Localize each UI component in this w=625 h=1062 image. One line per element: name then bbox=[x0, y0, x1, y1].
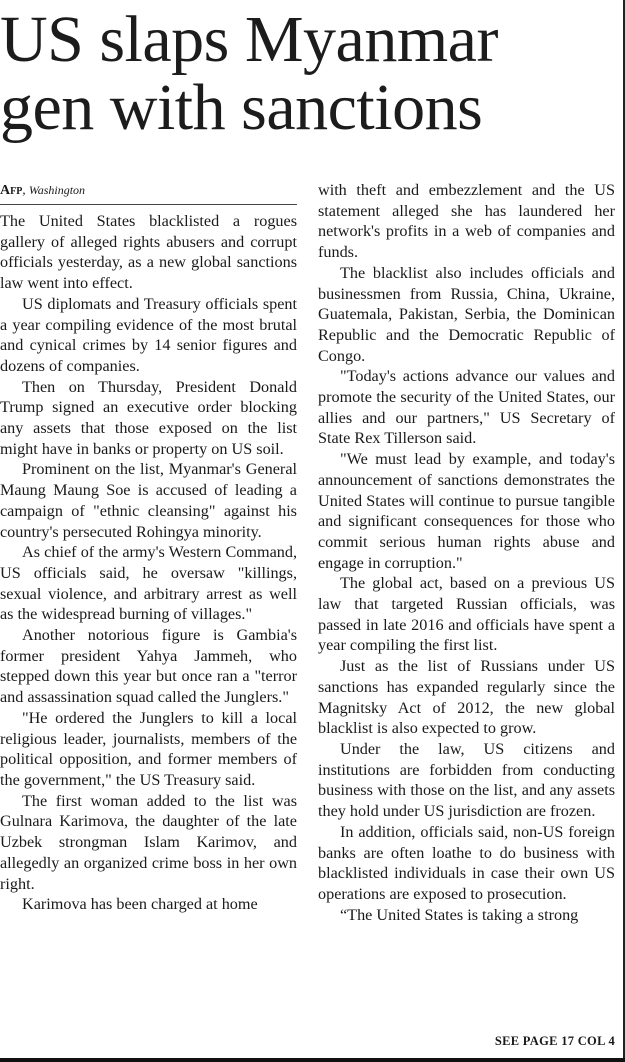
headline bbox=[0, 3, 625, 144]
paragraph: “The United States is taking a strong bbox=[340, 905, 579, 924]
paragraph: Just as the list of Russians under US sanctions has expanded regularly since the Magnitsky Act of 2012, the new global blacklist is also expected to grow. bbox=[318, 657, 615, 738]
headline-line-1: US slaps Myanmar bbox=[0, 3, 498, 76]
headline-line-2: gen with sanctions bbox=[0, 71, 483, 144]
paragraph: "We must lead by example, and today's announcement of sanctions demonstrates the United States will continue to pursue tangible and significant consequences for those who commit serious human rights abuse and engage in corruption." bbox=[318, 450, 615, 572]
page-bottom-border bbox=[0, 1058, 625, 1062]
byline-agency: Afp bbox=[0, 183, 23, 198]
byline-city: Washington bbox=[28, 183, 86, 197]
paragraph: "He ordered the Junglers to kill a local religious leader, journalists, members of the political opposition, and former members of the government," the US Treasury said. bbox=[0, 708, 297, 789]
paragraph: In addition, officials said, non-US foreign banks are often loathe to do business with blacklisted individuals in case their own US operations are exposed to prosecution. bbox=[318, 822, 615, 903]
paragraph: US diplomats and Treasury officials spent a year compiling evidence of the most brutal and cynical crimes by 14 senior figures and dozens of companies. bbox=[0, 294, 297, 375]
paragraph: The global act, based on a previous US law that targeted Russian officials, was passed in late 2016 and officials have spent a year compiling the first list. bbox=[318, 574, 615, 655]
paragraph: Another notorious figure is Gambia's former president Yahya Jammeh, who stepped down this year but once ran a "terror and assassination squad called the Junglers." bbox=[0, 626, 297, 707]
paragraph: As chief of the army's Western Command, US officials said, he oversaw "killings, sexual violence, and arbitrary arrest as well as the widespread burning of villages." bbox=[0, 543, 297, 624]
paragraph-continued: with theft and embezzlement and the US statement alleged she has laundered her network's profits in a web of companies and funds. bbox=[318, 181, 615, 262]
article-column-left bbox=[0, 180, 297, 915]
paragraph: Under the law, US citizens and institutions are forbidden from conducting business with those on the list, and any assets they hold under US jurisdiction are frozen. bbox=[318, 739, 615, 821]
paragraph: Karimova has been charged at home bbox=[22, 895, 258, 914]
paragraph: The blacklist also includes officials and businessmen from Russia, China, Ukraine, Guatemala, Pakistan, Serbia, the Dominican Republic and the Democratic Republic of Congo. bbox=[318, 263, 615, 365]
article-column-right bbox=[318, 180, 615, 925]
continued-jump-line: SEE PAGE 17 COL 4 bbox=[494, 1034, 615, 1048]
paragraph: The United States blacklisted a rogues gallery of alleged rights abusers and corrupt officials yesterday, as a new global sanctions law went into effect. bbox=[0, 212, 297, 293]
paragraph: Then on Thursday, President Donald Trump signed an executive order blocking any assets that those exposed on the list might have in banks or property on US soil. bbox=[0, 377, 297, 458]
paragraph: The first woman added to the list was Gulnara Karimova, the daughter of the late Uzbek strongman Islam Karimov, and allegedly an organized crime boss in her own right. bbox=[0, 791, 297, 893]
paragraph: "Today's actions advance our values and promote the security of the United States, our allies and our partners," US Secretary of State Rex Tillerson said. bbox=[318, 367, 615, 448]
paragraph: Prominent on the list, Myanmar's General Maung Maung Soe is accused of leading a campaign of "ethnic cleansing" against his country's persecuted Rohingya minority. bbox=[0, 460, 297, 541]
byline: Afp, Washington bbox=[0, 180, 297, 205]
